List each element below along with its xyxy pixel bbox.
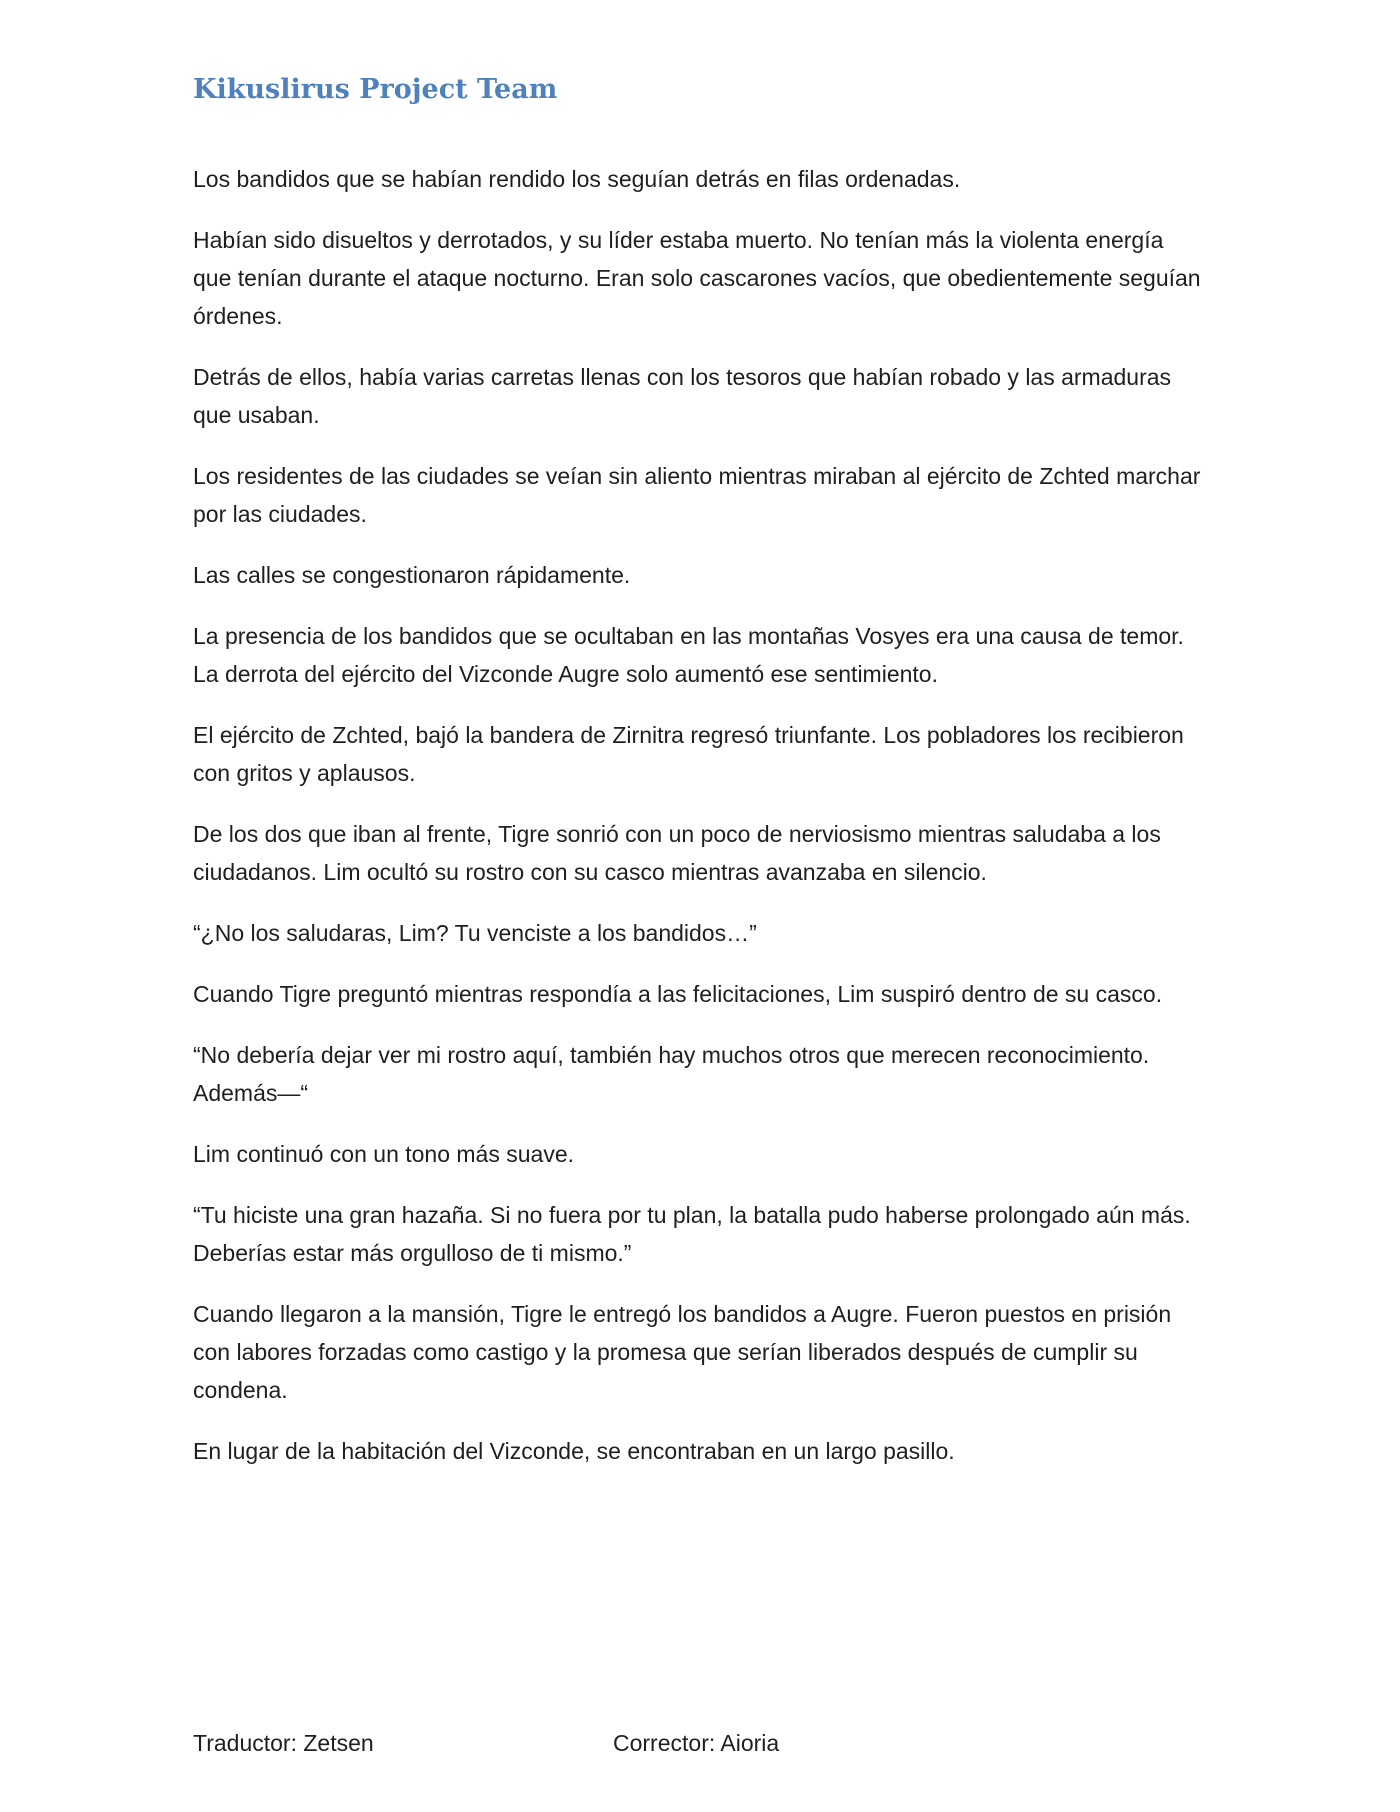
paragraph: Lim continuó con un tono más suave. xyxy=(193,1141,575,1167)
paragraph: “Tu hiciste una gran hazaña. Si no fuera por tu plan, la batalla pudo haberse prolongado aún más. Deberías estar más orgulloso de ti mismo.” xyxy=(193,1202,1191,1266)
paragraph: “No debería dejar ver mi rostro aquí, también hay muchos otros que merecen reconocimiento. Además—“ xyxy=(193,1042,1150,1106)
paragraph: El ejército de Zchted, bajó la bandera de Zirnitra regresó triunfante. Los pobladores los recibieron con gritos y aplausos. xyxy=(193,722,1184,786)
paragraph: Los residentes de las ciudades se veían sin aliento mientras miraban al ejército de Zchted marchar por las ciudades. xyxy=(193,463,1201,527)
paragraph: “¿No los saludaras, Lim? Tu venciste a los bandidos…” xyxy=(193,920,757,946)
paragraph: Habían sido disueltos y derrotados, y su líder estaba muerto. No tenían más la violenta energía que tenían durante el ataque nocturno. Eran solo cascarones vacíos, que obedientemente seguían órdenes. xyxy=(193,227,1201,329)
paragraph: Detrás de ellos, había varias carretas llenas con los tesoros que habían robado y las armaduras que usaban. xyxy=(193,364,1172,428)
paragraph: Cuando llegaron a la mansión, Tigre le entregó los bandidos a Augre. Fueron puestos en prisión con labores forzadas como castigo y la promesa que serían liberados después de cumplir su condena. xyxy=(193,1301,1172,1403)
footer-corrector: Corrector: Aioria xyxy=(613,1730,780,1756)
paragraph: Cuando Tigre preguntó mientras respondía a las felicitaciones, Lim suspiró dentro de su casco. xyxy=(193,981,1163,1007)
document-body xyxy=(193,160,1203,1493)
paragraph: Las calles se congestionaron rápidamente. xyxy=(193,562,631,588)
paragraph: Los bandidos que se habían rendido los seguían detrás en filas ordenadas. xyxy=(193,166,961,192)
paragraph: De los dos que iban al frente, Tigre sonrió con un poco de nerviosismo mientras saludaba a los ciudadanos. Lim ocultó su rostro con su casco mientras avanzaba en silencio. xyxy=(193,821,1161,885)
header-title: Kikuslirus Project Team xyxy=(193,74,558,105)
page-footer xyxy=(193,1730,1203,1770)
paragraph: En lugar de la habitación del Vizconde, se encontraban en un largo pasillo. xyxy=(193,1438,955,1464)
footer-translator: Traductor: Zetsen xyxy=(193,1730,374,1756)
paragraph: La presencia de los bandidos que se ocultaban en las montañas Vosyes era una causa de temor. La derrota del ejército del Vizconde Augre solo aumentó ese sentimiento. xyxy=(193,623,1184,687)
